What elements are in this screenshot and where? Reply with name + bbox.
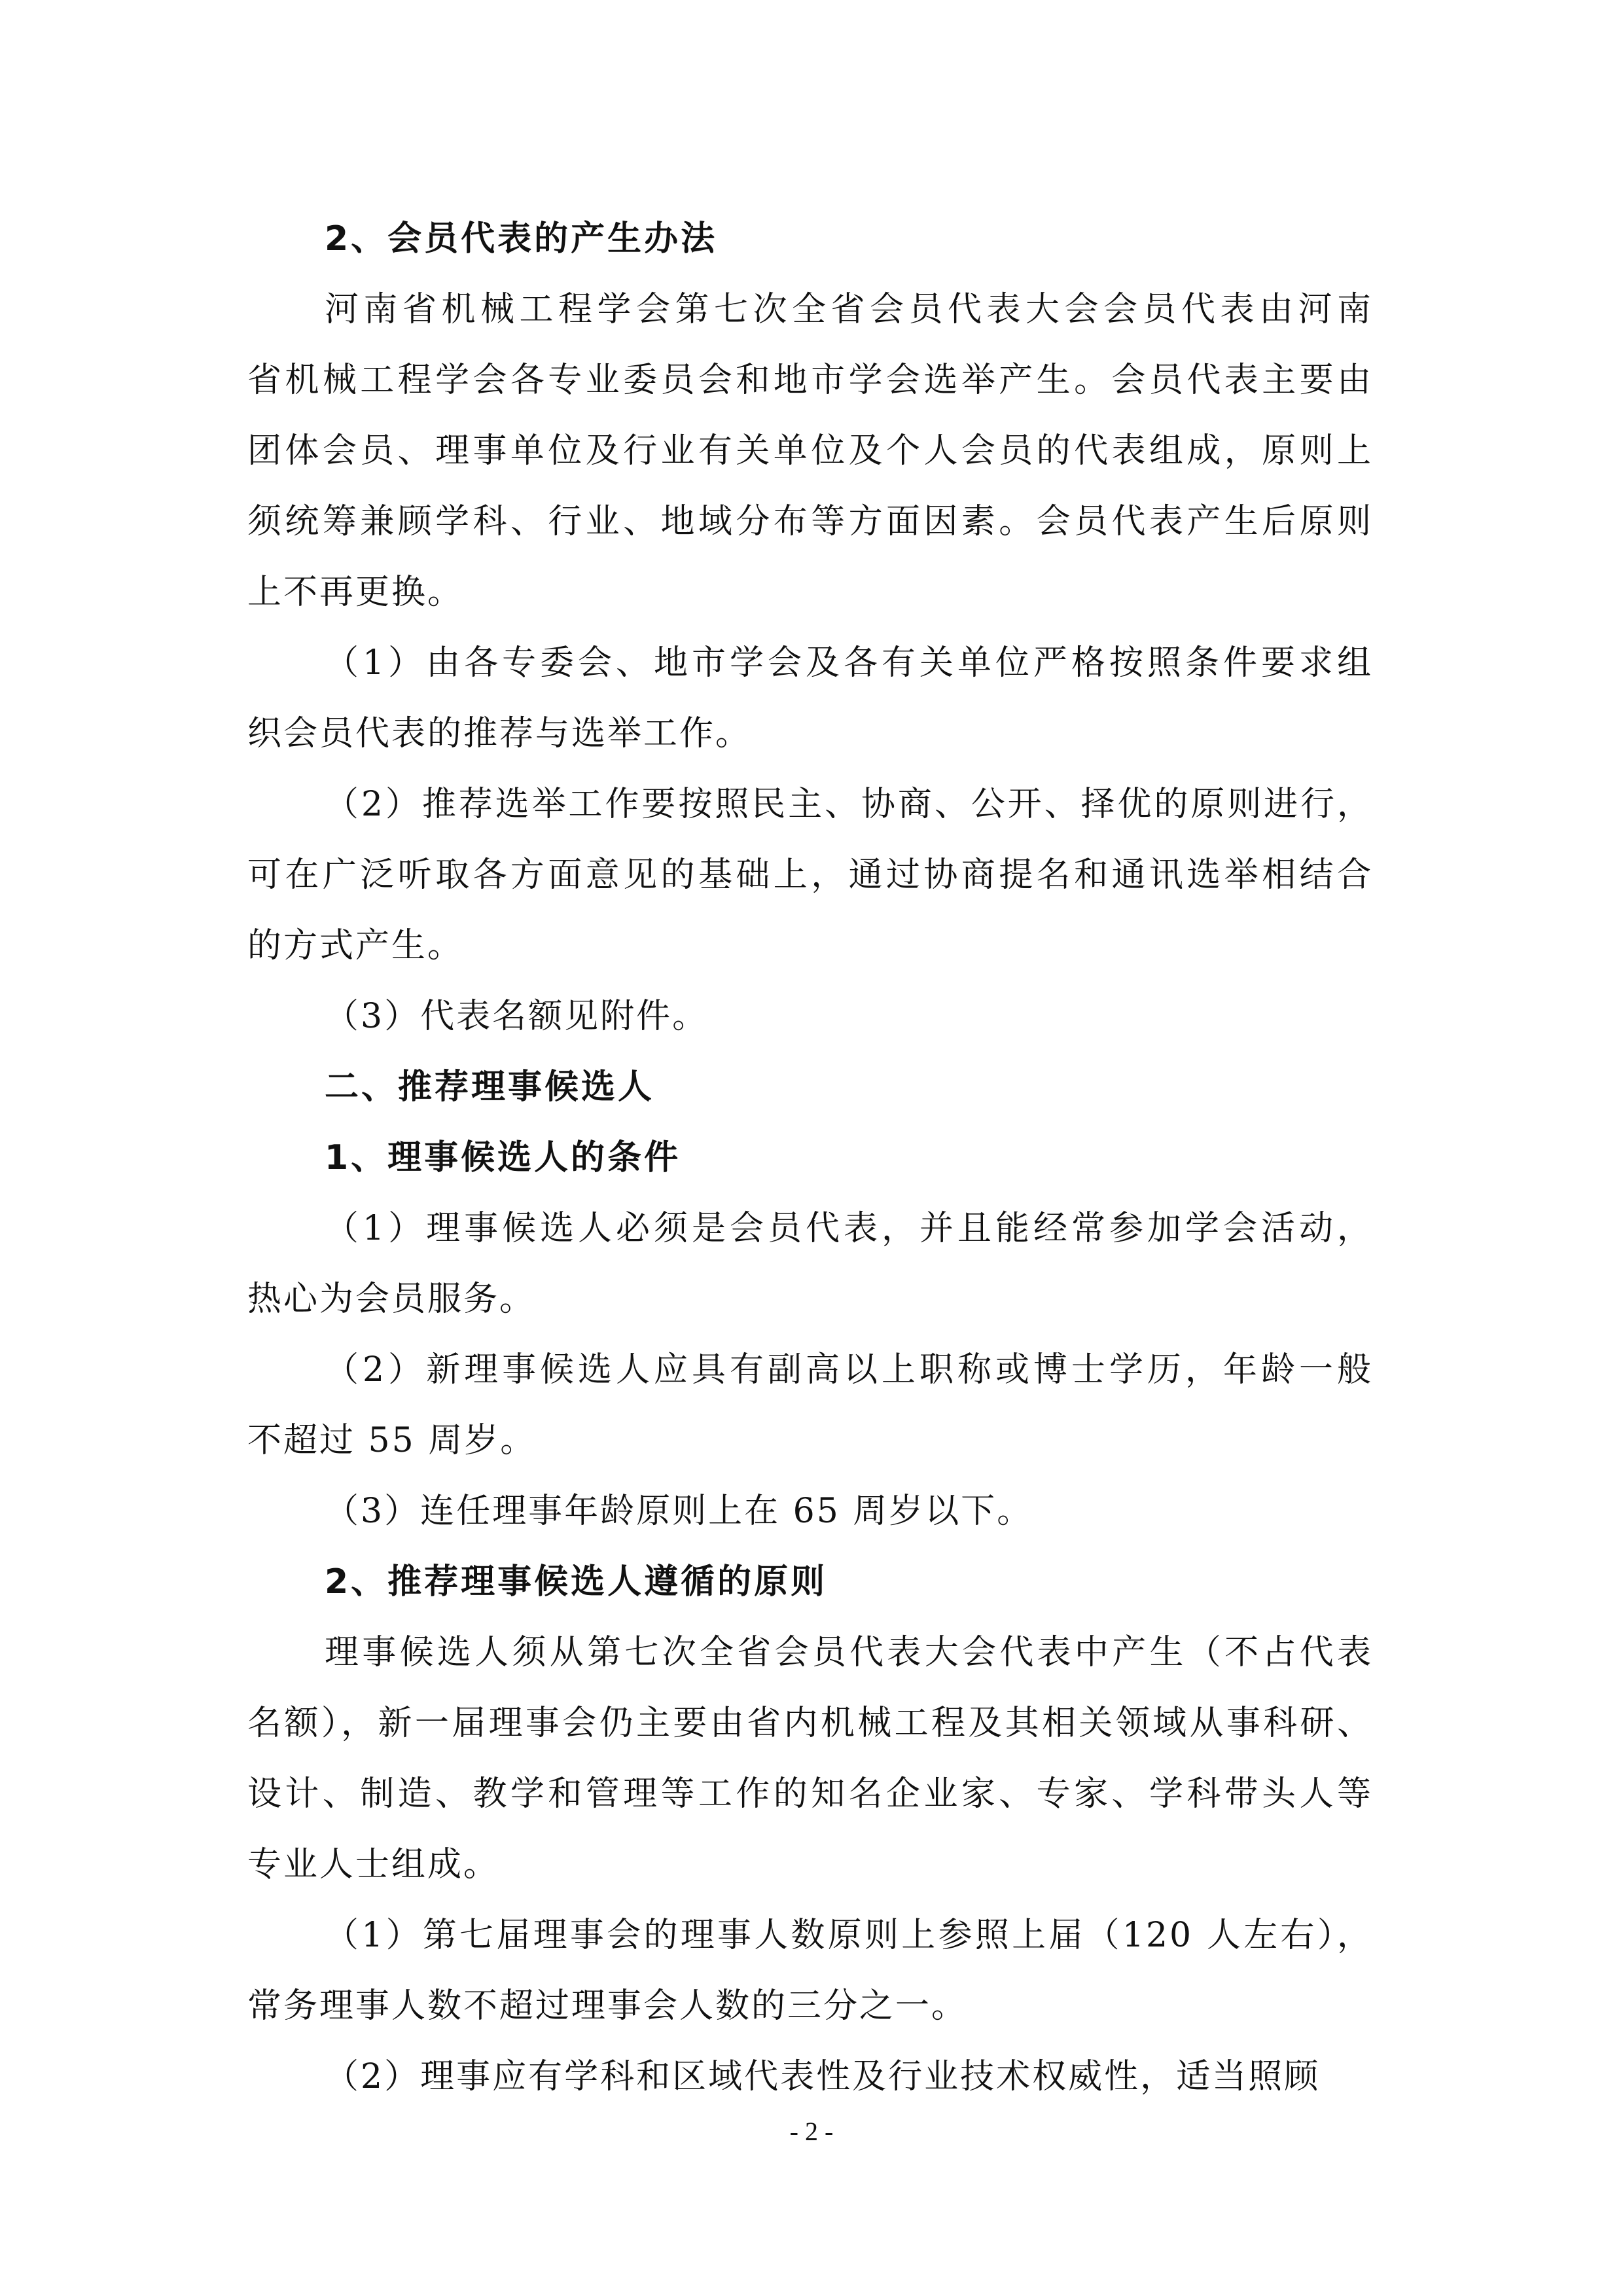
paragraph-line: （3）代表名额见附件。 [325, 997, 709, 1036]
paragraph-line: 设计、制造、教学和管理等工作的知名企业家、专家、学科带头人等 [247, 1774, 1373, 1814]
paragraph-line: 省机械工程学会各专业委员会和地市学会选举产生。会员代表主要由 [247, 361, 1373, 400]
paragraph-line: 上不再更换。 [247, 573, 464, 612]
section-heading-director-candidates: 二、推荐理事候选人 [325, 1067, 655, 1107]
paragraph-line: （3）连任理事年龄原则上在 65 周岁以下。 [325, 1492, 1033, 1531]
paragraph-line: （1）第七届理事会的理事人数原则上参照上届（120 人左右）， [325, 1916, 1373, 1955]
page-number: - 2 - [789, 2117, 834, 2146]
paragraph-line: 名额），新一届理事会仍主要由省内机械工程及其相关领域从事科研、 [247, 1704, 1373, 1743]
subsection-heading-candidate-conditions: 1、理事候选人的条件 [325, 1138, 681, 1177]
paragraph-line: 热心为会员服务。 [247, 1280, 536, 1319]
paragraph-line: 理事候选人须从第七次全省会员代表大会代表中产生（不占代表 [325, 1633, 1373, 1672]
paragraph-line: 常务理事人数不超过理事会人数的三分之一。 [247, 1986, 968, 2026]
paragraph-line: 专业人士组成。 [247, 1845, 500, 1884]
paragraph-line: 团体会员、理事单位及行业有关单位及个人会员的代表组成，原则上 [247, 431, 1373, 471]
paragraph-line: 不超过 55 周岁。 [247, 1421, 537, 1460]
paragraph-line: （2）新理事候选人应具有副高以上职称或博士学历，年龄一般 [325, 1350, 1373, 1390]
paragraph-line: 须统筹兼顾学科、行业、地域分布等方面因素。会员代表产生后原则 [247, 502, 1373, 541]
paragraph-line: （2）推荐选举工作要按照民主、协商、公开、择优的原则进行， [325, 785, 1373, 824]
paragraph-line: （1）由各专委会、地市学会及各有关单位严格按照条件要求组 [325, 643, 1373, 683]
section-heading-member-representatives: 2、会员代表的产生办法 [325, 219, 718, 259]
paragraph-line: 可在广泛听取各方面意见的基础上，通过协商提名和通讯选举相结合 [247, 855, 1373, 895]
subsection-heading-principles: 2、推荐理事候选人遵循的原则 [325, 1562, 828, 1602]
paragraph-line: 织会员代表的推荐与选举工作。 [247, 714, 752, 753]
paragraph-line: （1）理事候选人必须是会员代表，并且能经常参加学会活动， [325, 1209, 1373, 1248]
paragraph-line: （2）理事应有学科和区域代表性及行业技术权威性，适当照顾 [325, 2057, 1321, 2096]
paragraph-line: 河南省机械工程学会第七次全省会员代表大会会员代表由河南 [325, 290, 1373, 329]
paragraph-line: 的方式产生。 [247, 926, 464, 965]
